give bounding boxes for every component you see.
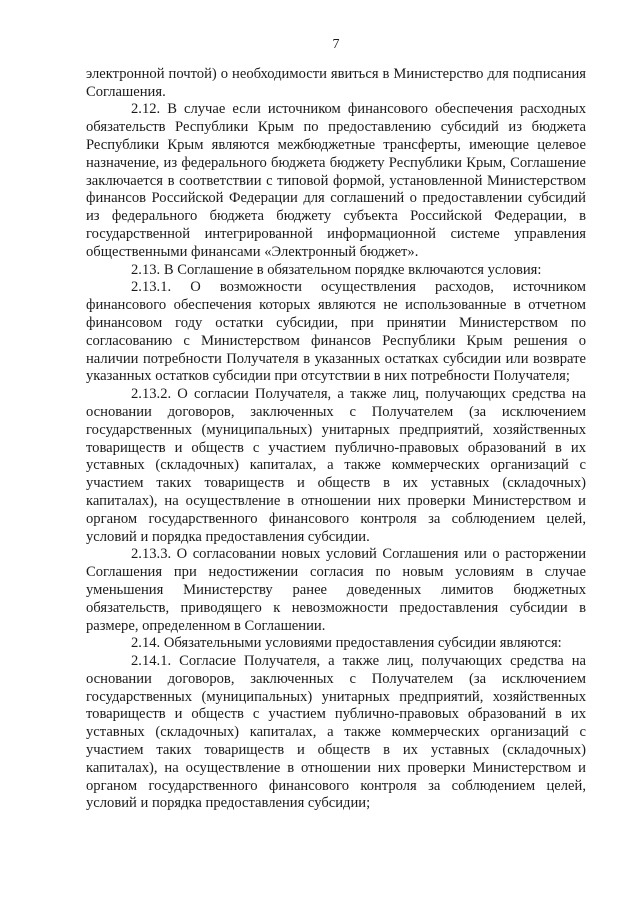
paragraph-2-14-1: 2.14.1. Согласие Получателя, а также лиц, получающих средства на основании договоров, заключенных с Получателем (за исключением государственных (муниципальных) унитарных предприятий, хозяйственных товариществ и обществ с участием публично-правовых образований в их уставных (складочных) капиталах, а также коммерческих организаций с участием таких товариществ и обществ в их уставных (складочных) капиталах), на осуществление в отношении них проверки Министерством и органом государственного финансового контроля за соблюдением целей, условий и порядка предоставления субсидии; bbox=[86, 653, 586, 812]
page-number: 7 bbox=[332, 37, 340, 52]
paragraph-2-13-1: 2.13.1. О возможности осуществления расходов, источником финансового обеспечения которых являются не использованные в отчетном финансовом году остатки субсидии, при принятии Министерством по согласованию с Министерством финансов Республики Крым решения о наличии потребности Получателя в указанных остатках субсидии или возврате указанных остатков субсидии при отсутствии в них потребности Получателя; bbox=[86, 279, 586, 385]
paragraph-2-12: 2.12. В случае если источником финансового обеспечения расходных обязательств Республики Крым по предоставлению субсидий из бюджета Республики Крым являются межбюджетные трансферты, имеющие целевое назначение, из федерального бюджета бюджету Республики Крым, Соглашение заключается в соответствии с типовой формой, установленной Министерством финансов Российской Федерации для соглашений о предоставлении субсидий из федерального бюджета бюджету субъекта Российской Федерации, в государственной интегрированной информационной системе управления общественными финансами «Электронный бюджет». bbox=[86, 101, 586, 260]
paragraph-2-13-3: 2.13.3. О согласовании новых условий Соглашения или о расторжении Соглашения при недостижении согласия по новым условиям в случае уменьшения Министерству ранее доведенных лимитов бюджетных обязательств, приводящего к невозможности предоставления субсидии в размере, определенном в Соглашении. bbox=[86, 546, 586, 634]
paragraph-continuation: электронной почтой) о необходимости явиться в Министерство для подписания Соглашения. bbox=[86, 65, 586, 100]
paragraph-2-13-2: 2.13.2. О согласии Получателя, а также лиц, получающих средства на основании договоров, заключенных с Получателем (за исключением государственных (муниципальных) унитарных предприятий, хозяйственных товариществ и обществ с участием публично-правовых образований в их уставных (складочных) капиталах, а также коммерческих организаций с участием таких товариществ и обществ в их уставных (складочных) капиталах), на осуществление в отношении них проверки Министерством и органом государственного финансового контроля за соблюдением целей, условий и порядка предоставления субсидии. bbox=[86, 386, 586, 545]
paragraph-2-13: 2.13. В Соглашение в обязательном порядке включаются условия: bbox=[131, 261, 542, 278]
document-page bbox=[86, 36, 586, 813]
paragraph-2-14: 2.14. Обязательными условиями предоставления субсидии являются: bbox=[131, 635, 562, 652]
